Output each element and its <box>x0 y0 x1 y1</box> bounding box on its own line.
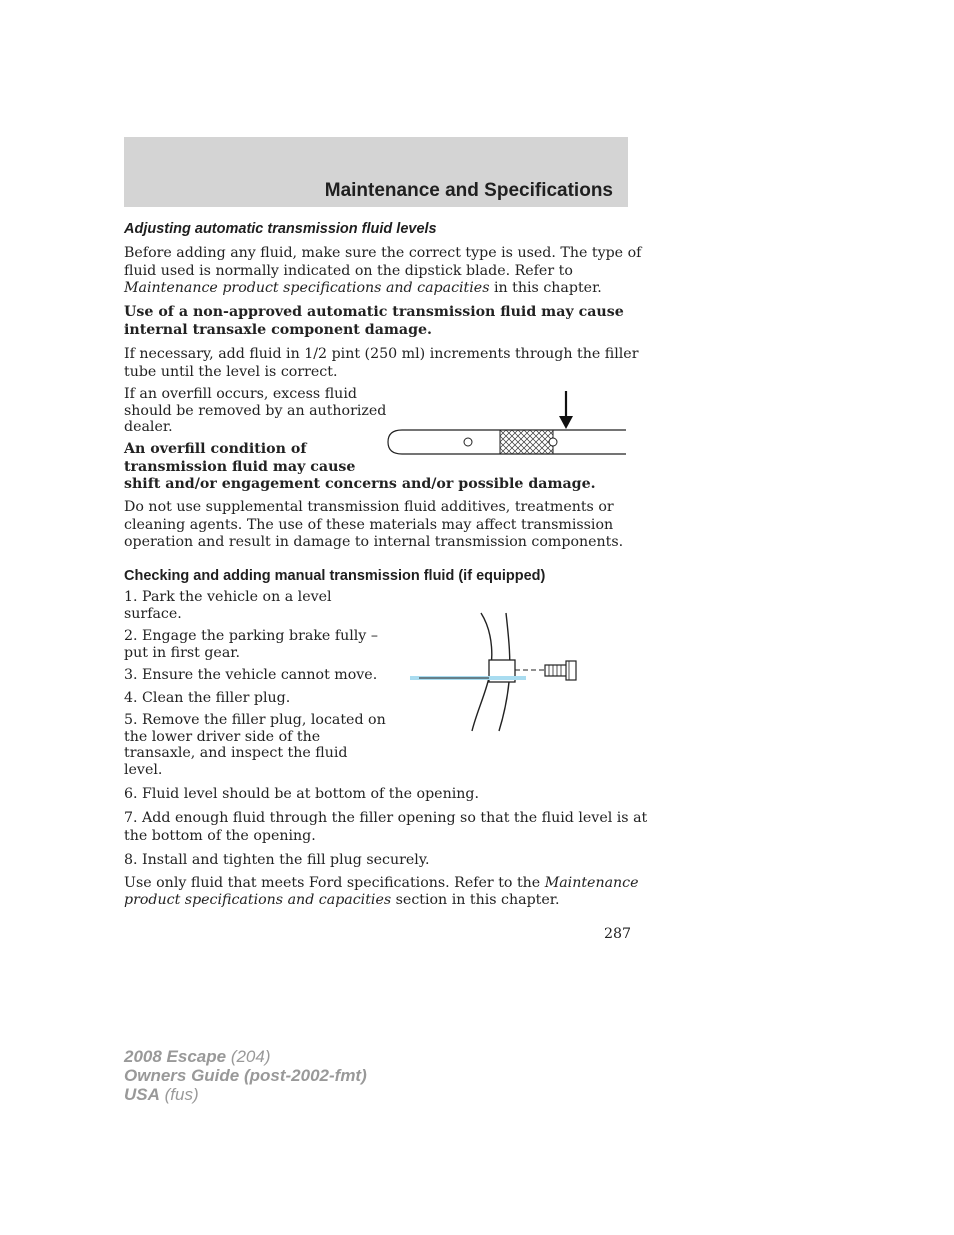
dipstick-illustration <box>380 388 630 460</box>
text-line: put in first gear. <box>124 644 241 661</box>
text-line: level. <box>124 761 163 778</box>
page-number: 287 <box>604 926 632 942</box>
text-line: 3. Ensure the vehicle cannot move. <box>124 667 378 683</box>
full-range-hatch <box>500 430 553 454</box>
text-line: transmission fluid may cause <box>124 458 356 475</box>
text-line: operation and result in damage to internal transmission components. <box>124 534 624 550</box>
text-line: tube until the level is correct. <box>124 363 338 380</box>
text-line: An overfill condition of <box>124 441 307 457</box>
low-mark <box>464 438 472 446</box>
paragraph-ford-specs <box>124 875 639 908</box>
footer-guide: Owners Guide (post-2002-fmt) <box>124 1066 367 1085</box>
text-line: shift and/or engagement concerns and/or possible damage. <box>124 476 596 492</box>
step-8 <box>124 852 628 870</box>
text-line: If an overfill occurs, excess fluid <box>124 386 357 402</box>
footer-model: 2008 Escape <box>124 1047 227 1066</box>
text-line: 5. Remove the filler plug, located on <box>124 712 386 728</box>
text-line: dealer. <box>124 419 173 435</box>
arrow-head-icon <box>559 416 573 429</box>
text-line: the bottom of the opening. <box>124 827 316 844</box>
text-line: cleaning agents. The use of these materials may affect transmission <box>124 516 614 533</box>
footer-market: USA <box>124 1085 160 1104</box>
text-line: 8. Install and tighten the fill plug securely. <box>124 852 430 868</box>
warning-non-approved-fluid <box>124 304 628 339</box>
section-heading-manual: Checking and adding manual transmission fluid (if equipped) <box>124 568 546 584</box>
text-line: internal transaxle component damage. <box>124 321 432 338</box>
reference-link-text: product specifications and capacities <box>124 891 392 908</box>
text-line: Before adding any fluid, make sure the correct type is used. The type of <box>124 245 642 261</box>
filler-plug-illustration <box>405 610 585 735</box>
section-heading-automatic: Adjusting automatic transmission fluid levels <box>124 221 437 237</box>
text-line: 7. Add enough fluid through the filler opening so that the fluid level is at <box>124 810 648 826</box>
footer-market-code: (fus) <box>159 1085 199 1104</box>
footer-edition <box>124 1047 367 1104</box>
text-line: 2. Engage the parking brake fully – <box>124 628 378 644</box>
reference-link-text: Maintenance product specifications and capacities <box>124 280 490 296</box>
paragraph-no-additives <box>124 499 628 552</box>
paragraph-fluid-type <box>124 245 642 298</box>
page-title: Maintenance and Specifications <box>324 180 613 201</box>
reference-link-text: Maintenance <box>544 875 639 891</box>
text-fragment: in this chapter. <box>489 280 602 296</box>
full-mark <box>549 438 557 446</box>
text-line: 6. Fluid level should be at bottom of the opening. <box>124 786 479 802</box>
filler-plug-icon <box>545 661 576 680</box>
text-line: fluid used is normally indicated on the dipstick blade. Refer to <box>124 262 573 279</box>
text-line: If necessary, add fluid in 1/2 pint (250 ml) increments through the filler <box>124 346 639 362</box>
text-line: surface. <box>124 605 182 622</box>
step-6 <box>124 786 628 804</box>
text-line: Use of a non-approved automatic transmission fluid may cause <box>124 304 624 320</box>
header-band <box>124 137 628 207</box>
text-fragment: Use only fluid that meets Ford specifications. Refer to the <box>124 875 545 891</box>
step-7 <box>124 810 648 845</box>
text-line: 1. Park the vehicle on a level <box>124 589 332 605</box>
text-line: transaxle, and inspect the fluid <box>124 745 348 761</box>
paragraph-add-fluid <box>124 346 639 381</box>
footer-code: (204) <box>226 1047 271 1066</box>
text-line: should be removed by an authorized <box>124 402 387 419</box>
text-fragment: section in this chapter. <box>391 891 560 908</box>
text-line: 4. Clean the filler plug. <box>124 690 291 706</box>
text-line: the lower driver side of the <box>124 728 321 745</box>
text-line: Do not use supplemental transmission fluid additives, treatments or <box>124 499 614 515</box>
